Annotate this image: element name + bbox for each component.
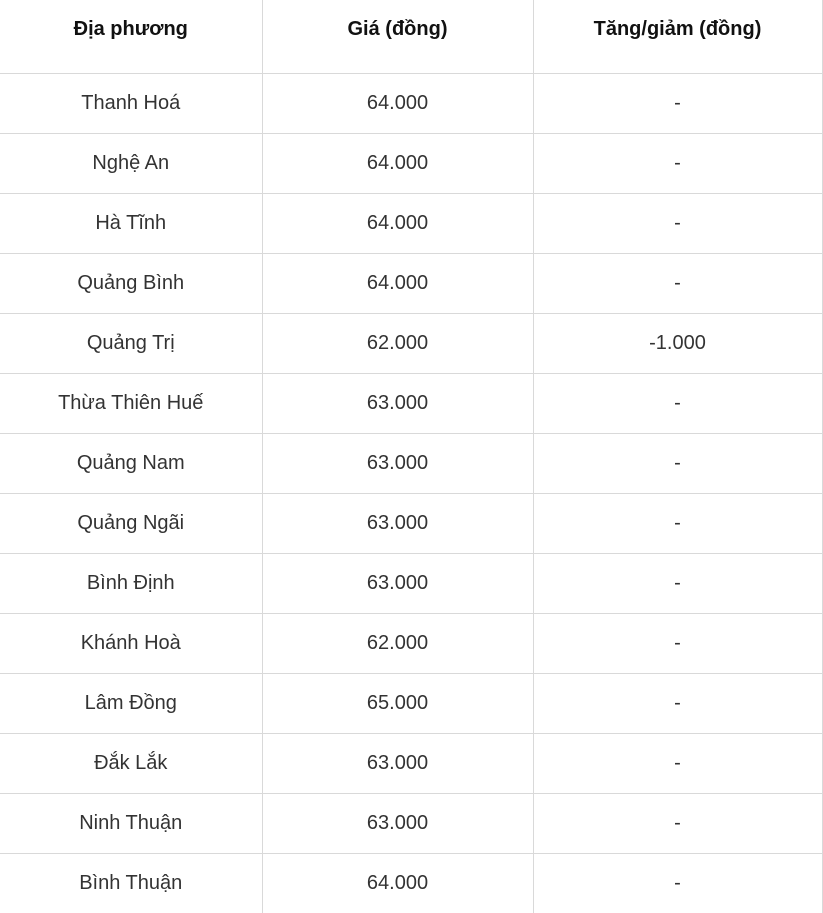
header-change: Tăng/giảm (đồng) [533,0,822,74]
cell-price: 64.000 [262,134,533,194]
header-price: Giá (đồng) [262,0,533,74]
table-row [0,254,822,314]
table-header-row [0,0,822,74]
cell-region: Lâm Đồng [0,674,262,734]
table-row [0,674,822,734]
cell-change: - [533,194,822,254]
cell-region: Thừa Thiên Huế [0,374,262,434]
cell-change: - [533,434,822,494]
cell-change: - [533,614,822,674]
table-row [0,374,822,434]
cell-region: Thanh Hoá [0,74,262,134]
cell-price: 64.000 [262,854,533,913]
cell-price: 63.000 [262,734,533,794]
cell-price: 63.000 [262,554,533,614]
cell-change: - [533,674,822,734]
cell-region: Quảng Trị [0,314,262,374]
cell-region: Quảng Nam [0,434,262,494]
table-row [0,74,822,134]
table-row [0,314,822,374]
cell-price: 63.000 [262,434,533,494]
cell-change: - [533,254,822,314]
cell-region: Hà Tĩnh [0,194,262,254]
table-row [0,134,822,194]
cell-region: Nghệ An [0,134,262,194]
table-row [0,854,822,913]
cell-change: - [533,74,822,134]
cell-price: 63.000 [262,374,533,434]
table-row [0,554,822,614]
cell-price: 63.000 [262,494,533,554]
cell-price: 64.000 [262,74,533,134]
cell-change: -1.000 [533,314,822,374]
cell-change: - [533,734,822,794]
cell-region: Ninh Thuận [0,794,262,854]
cell-price: 62.000 [262,314,533,374]
cell-price: 65.000 [262,674,533,734]
table-row [0,734,822,794]
table-row [0,794,822,854]
cell-price: 64.000 [262,254,533,314]
cell-change: - [533,794,822,854]
cell-price: 62.000 [262,614,533,674]
cell-region: Quảng Bình [0,254,262,314]
table-row [0,434,822,494]
cell-price: 64.000 [262,194,533,254]
cell-change: - [533,554,822,614]
table-row [0,614,822,674]
cell-change: - [533,854,822,913]
table-row [0,194,822,254]
cell-price: 63.000 [262,794,533,854]
cell-change: - [533,494,822,554]
cell-change: - [533,134,822,194]
cell-region: Quảng Ngãi [0,494,262,554]
cell-change: - [533,374,822,434]
cell-region: Đắk Lắk [0,734,262,794]
cell-region: Khánh Hoà [0,614,262,674]
table-row [0,494,822,554]
header-region: Địa phương [0,0,262,74]
cell-region: Bình Thuận [0,854,262,913]
cell-region: Bình Định [0,554,262,614]
